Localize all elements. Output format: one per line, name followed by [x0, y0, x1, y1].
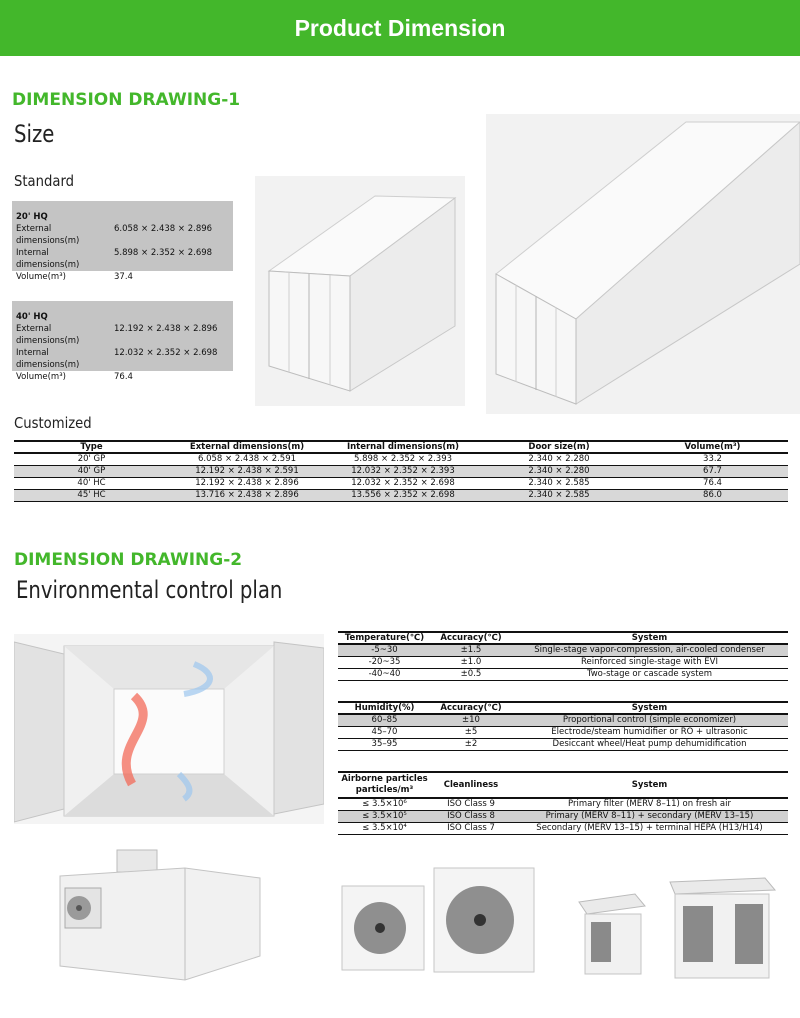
table-cell: 12.192 × 2.438 × 2.591: [195, 466, 299, 476]
spec-label: Volume(m³): [16, 272, 66, 282]
table-cell: 5.898 × 2.352 × 2.393: [353, 454, 453, 465]
table-cell: Electrode/steam humidifier or RO + ultrasonic: [551, 727, 748, 737]
customized-title: Customized: [14, 414, 92, 432]
table-row: [338, 656, 788, 668]
container-20ft-image: [255, 176, 465, 406]
table-cell: 2.340 × 2.585: [528, 490, 590, 500]
table-row: [338, 810, 788, 822]
column-header: Temperature(℃): [344, 633, 425, 643]
table-cell: 35–95: [371, 739, 398, 749]
container-with-ac-image: [55, 848, 270, 986]
column-header: System: [631, 780, 668, 790]
customized-table: [14, 440, 788, 502]
spec-label: Internal dimensions(m): [16, 348, 80, 370]
spec-label: External dimensions(m): [16, 224, 80, 246]
table-cell: 76.4: [703, 478, 722, 488]
table-header-row: [338, 772, 788, 798]
table-row: [338, 714, 788, 726]
table-row: [14, 453, 788, 465]
table-cell: ISO Class 7: [447, 823, 495, 833]
column-header: Humidity(%): [354, 703, 415, 713]
outdoor-ac-units-image: [340, 866, 540, 976]
table-cell: 33.2: [703, 454, 722, 465]
particles-table: [338, 771, 788, 835]
spec-type: 20' HQ: [16, 212, 48, 222]
table-cell: ±5: [464, 727, 478, 737]
standard-title: Standard: [14, 172, 75, 190]
container-interior-image: [14, 634, 324, 824]
table-header-row: [338, 702, 788, 714]
table-cell: 6.058 × 2.438 × 2.591: [197, 454, 297, 465]
table-cell: 60–85: [371, 715, 398, 726]
table-cell: 13.556 × 2.352 × 2.698: [351, 490, 455, 500]
table-cell: 2.340 × 2.585: [528, 478, 590, 488]
table-cell: 86.0: [703, 490, 722, 500]
table-cell: 40' HC: [77, 478, 106, 488]
table-cell: 2.340 × 2.280: [528, 454, 590, 465]
table-cell: 13.716 × 2.438 × 2.896: [195, 490, 299, 500]
spec-value: 12.192 × 2.438 × 2.896: [114, 324, 218, 334]
spec-type: 40' HQ: [16, 312, 48, 322]
table-header-row: [14, 441, 788, 453]
section1-heading: DIMENSION DRAWING-1: [12, 90, 241, 110]
spec-label: External dimensions(m): [16, 324, 80, 346]
table-cell: 20' GP: [77, 454, 106, 465]
column-header: Type: [80, 442, 103, 452]
table-cell: 2.340 × 2.280: [528, 466, 590, 476]
column-header: Accuracy(℃): [440, 633, 502, 643]
table-cell: -5~30: [371, 645, 398, 656]
table-cell: 67.7: [703, 466, 722, 476]
table-cell: Secondary (MERV 13–15) + terminal HEPA (H13/H14): [536, 823, 763, 833]
temperature-table: [338, 631, 788, 681]
column-header: Cleanliness: [443, 780, 499, 790]
column-header: External dimensions(m): [189, 442, 305, 452]
table-cell: Single-stage vapor-compression, air-cooled condenser: [534, 645, 765, 656]
table-row: [338, 798, 788, 810]
table-cell: ISO Class 8: [447, 811, 495, 821]
humidity-table: [338, 701, 788, 751]
column-header: Accuracy(℃): [440, 703, 502, 713]
spec-value: 5.898 × 2.352 × 2.698: [114, 248, 213, 258]
column-header: Volume(m³): [684, 442, 741, 452]
table-cell: Primary filter (MERV 8–11) on fresh air: [568, 799, 731, 810]
table-row: [338, 738, 788, 750]
size-title: Size: [14, 120, 55, 148]
column-header: Internal dimensions(m): [346, 442, 460, 452]
table-row: [338, 726, 788, 738]
table-cell: ±1.0: [460, 657, 482, 667]
table-row: [338, 822, 788, 834]
table-cell: 40' GP: [77, 466, 106, 476]
environmental-title: Environmental control plan: [16, 576, 283, 604]
column-header: Door size(m): [528, 442, 590, 452]
column-header: System: [631, 703, 668, 713]
spec-card-20hq: [12, 201, 233, 282]
section2-heading: DIMENSION DRAWING-2: [14, 550, 243, 570]
table-cell: ±2: [464, 739, 478, 749]
column-header: System: [631, 633, 668, 643]
table-cell: ISO Class 9: [447, 799, 495, 810]
container-40ft-image: [486, 114, 800, 414]
table-cell: ≤ 3.5×10⁴: [362, 823, 407, 833]
table-header-row: [338, 632, 788, 644]
table-cell: ≤ 3.5×10⁵: [362, 811, 407, 821]
table-row: [14, 489, 788, 501]
table-cell: ≤ 3.5×10⁶: [362, 799, 407, 810]
table-cell: ±0.5: [460, 669, 482, 679]
spec-label: Internal dimensions(m): [16, 248, 80, 270]
table-cell: 12.032 × 2.352 × 2.698: [351, 478, 455, 488]
table-cell: ±10: [462, 715, 480, 726]
table-cell: 45–70: [371, 727, 398, 737]
table-cell: -40~40: [368, 669, 401, 679]
table-row: [14, 477, 788, 489]
spec-value: 37.4: [114, 272, 133, 282]
spec-value: 12.032 × 2.352 × 2.698: [114, 348, 218, 358]
table-cell: Primary (MERV 8–11) + secondary (MERV 13–15): [545, 811, 754, 821]
table-cell: -20~35: [368, 657, 401, 667]
table-cell: ±1.5: [460, 645, 482, 656]
table-cell: Reinforced single-stage with EVI: [581, 657, 718, 667]
spec-value: 76.4: [114, 372, 133, 382]
spec-label: Volume(m³): [16, 372, 66, 382]
table-row: [338, 668, 788, 680]
table-cell: 12.192 × 2.438 × 2.896: [195, 478, 299, 488]
table-cell: 45' HC: [77, 490, 106, 500]
table-cell: Desiccant wheel/Heat pump dehumidification: [552, 739, 747, 749]
table-cell: Two-stage or cascade system: [586, 669, 713, 679]
spec-card-40hq: [12, 301, 233, 382]
table-cell: 12.032 × 2.352 × 2.393: [351, 466, 455, 476]
table-cell: Proportional control (simple economizer): [562, 715, 737, 726]
spec-value: 6.058 × 2.438 × 2.896: [114, 224, 213, 234]
table-row: [14, 465, 788, 477]
table-row: [338, 644, 788, 656]
ventilation-units-image: [575, 872, 780, 984]
page-banner: Product Dimension: [0, 0, 800, 56]
column-header: Airborne particles particles/m³: [341, 774, 428, 795]
